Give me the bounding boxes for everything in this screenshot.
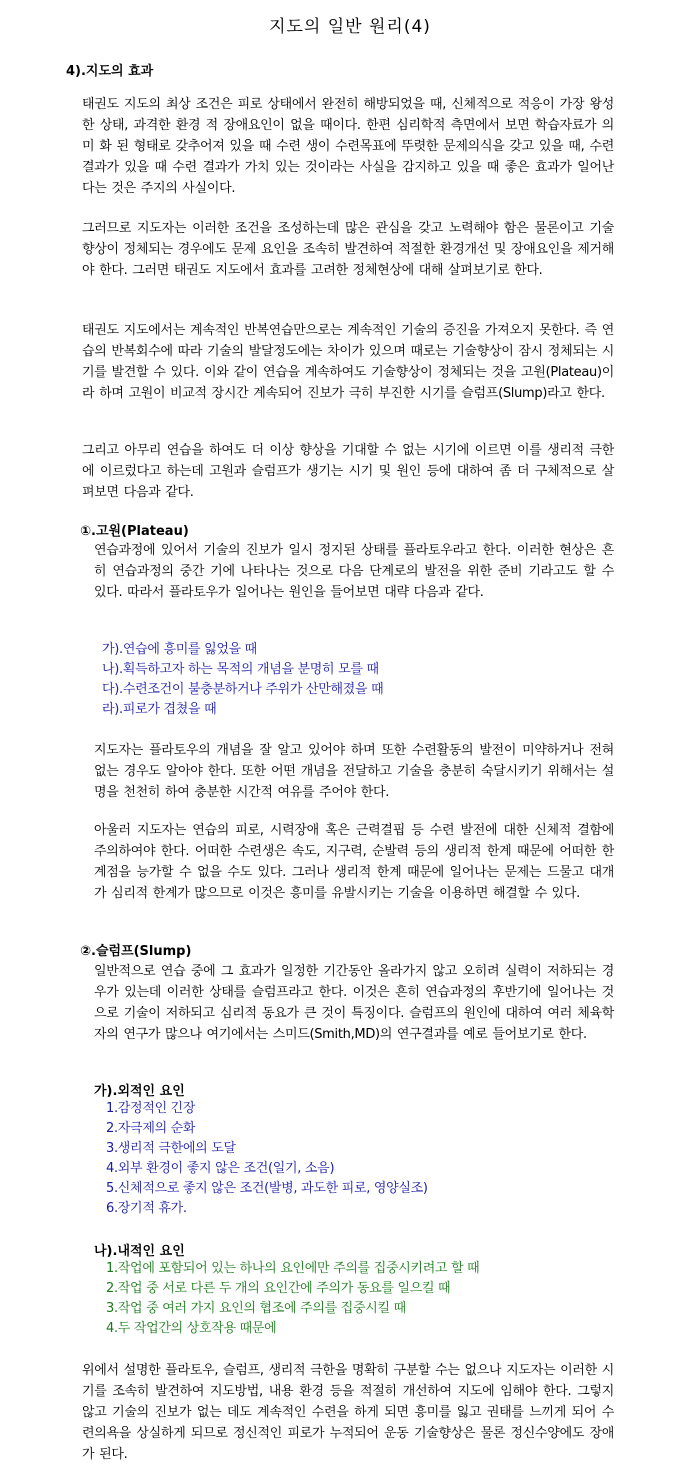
list-item: 6.장기적 휴가. <box>106 1201 187 1216</box>
list-item: 2.작업 중 서로 다른 두 개의 요인간에 주의가 동요를 일으킬 때 <box>106 1281 451 1296</box>
paragraph-optimal-conditions: 태권도 지도의 최상 조건은 피로 상태에서 완전히 해방되었을 때, 신체적으로 적응이 가장 왕성한 상태, 과격한 환경 적 장애요인이 없을 때이다. 한편 심리학적 측면에서 보면 학습자료가 의미 화 된 형태로 갖추어져 있을 때 수련 생이 수련목표에 뚜렷한 문제의식을 갖고 있을 때, 수련 결과가 있을 때 수련 결과가 가치 있는 것이라는 사실을 감지하고 있을 때 좋은 효과가 일어난다는 것은 주지의 사실이다. <box>82 97 614 196</box>
paragraph-plateau-awareness: 지도자는 플라토우의 개념을 잘 알고 있어야 하며 또한 수련활동의 발전이 미약하거나 전혀 없는 경우도 알아야 한다. 또한 어떤 개념을 전달하고 기술을 충분히 숙달시키기 위해서는 설명을 천천히 하여 충분한 시간적 여유를 주어야 한다. <box>94 743 614 800</box>
external-factors-list <box>106 1099 428 1219</box>
paragraph-plateau-physical-limits: 아울러 지도자는 연습의 피로, 시력장애 혹은 근력결핍 등 수련 발전에 대한 신체적 결함에 주의하여야 한다. 어떠한 수련생은 속도, 지구력, 순발력 등의 생리적 한계 때문에 어떠한 한계점을 능가할 수 없을 수도 있다. 그러나 생리적 한계 때문에 일어나는 문제는 드물고 대개가 심리적 한계가 많으므로 이것은 흥미를 유발시키는 기술을 이용하면 해결할 수 있다. <box>94 823 614 901</box>
list-item: 4.두 작업간의 상호작용 때문에 <box>106 1321 277 1336</box>
plateau-causes-list <box>102 640 383 720</box>
list-item: 다).수련조건이 불충분하거나 주위가 산만해졌을 때 <box>102 682 384 697</box>
list-item: 나).획득하고자 하는 목적의 개념을 분명히 모를 때 <box>102 662 379 677</box>
paragraph-plateau-intro: 연습과정에 있어서 기술의 진보가 일시 정지된 상태를 플라토우라고 한다. 이러한 현상은 흔히 연습과정의 중간 기에 나타나는 것으로 다음 단계로의 발전을 위한 준비 기라고도 할 수 있다. 따라서 플라토우가 일어나는 원인을 들어보면 대략 다음과 같다. <box>94 543 614 600</box>
list-item: 3.생리적 극한에의 도달 <box>106 1141 236 1156</box>
group-heading-external-factors: 가).외적인 요인 <box>94 1084 185 1099</box>
list-item: 3.작업 중 여러 가지 요인의 협조에 주의를 집중시킬 때 <box>106 1301 406 1316</box>
page-title: 지도의 일반 원리(4) <box>269 17 431 37</box>
list-item: 가).연습에 흥미를 잃었을 때 <box>102 642 257 657</box>
paragraph-slump-intro: 일반적으로 연습 중에 그 효과가 일정한 기간동안 올라가지 않고 오히려 실력이 저하되는 경우가 있는데 이러한 상태를 슬럼프라고 한다. 이것은 흔히 연습과정의 후반기에 일어나는 것으로 기술이 저하되고 심리적 동요가 큰 것이 특징이다. 슬럼프의 원인에 대하여 여러 체육학자의 연구가 많으나 여기에서는 스미드(Smith,MD)의 연구결과를 예로 들어보기로 한다. <box>94 964 614 1042</box>
subsection-heading-slump: ②.슬럼프(Slump) <box>80 944 192 959</box>
subsection-heading-plateau: ①.고원(Plateau) <box>80 524 189 539</box>
section-heading-effects: 4).지도의 효과 <box>66 64 154 79</box>
paragraph-physiological-limit: 그리고 아무리 연습을 하여도 더 이상 향상을 기대할 수 없는 시기에 이르면 이를 생리적 극한에 이르렀다고 하는데 고원과 슬럼프가 생기는 시기 및 원인 등에 대하여 좀 더 구체적으로 살펴보면 다음과 같다. <box>82 443 614 500</box>
paragraph-instructor-role: 그러므로 지도자는 이러한 조건을 조성하는데 많은 관심을 갖고 노력해야 함은 물론이고 기술 향상이 정체되는 경우에도 문제 요인을 조속히 발견하여 적절한 환경개선 및 장애요인을 제거해야 한다. 그러면 태권도 지도에서 효과를 고려한 정체현상에 대해 살펴보기로 한다. <box>82 221 614 278</box>
list-item: 1.감정적인 긴장 <box>106 1101 196 1116</box>
group-heading-internal-factors: 나).내적인 요인 <box>94 1244 185 1259</box>
paragraph-conclusion: 위에서 설명한 플라토우, 슬럼프, 생리적 극한을 명확히 구분할 수는 없으나 지도자는 이러한 시기를 조속히 발견하여 지도방법, 내용 환경 등을 적절히 개선하여 지도에 임해야 한다. 그렇지 않고 기술의 진보가 없는 데도 계속적인 수련을 하게 되면 흥미를 잃고 권태를 느끼게 되어 수련의욕을 상실하게 되므로 정신적인 피로가 누적되어 운동 기술향상은 물론 정신수양에도 장애가 된다. <box>82 1363 614 1462</box>
paragraph-plateau-slump-definition: 태권도 지도에서는 계속적인 반복연습만으로는 계속적인 기술의 증진을 가져오지 못한다. 즉 연습의 반복회수에 따라 기술의 발달정도에는 차이가 있으며 때로는 기술향상이 잠시 정체되는 시기를 발견할 수 있다. 이와 같이 연습을 계속하여도 기술향상이 정체되는 것을 고원(Plateau)이라 하며 고원이 비교적 장시간 계속되어 진보가 극히 부진한 시기를 슬럼프(Slump)라고 한다. <box>82 323 614 401</box>
list-item: 5.신체적으로 좋지 않은 조건(발병, 과도한 피로, 영양실조) <box>106 1181 428 1196</box>
internal-factors-list <box>106 1259 479 1339</box>
list-item: 라).피로가 겹쳤을 때 <box>102 702 217 717</box>
list-item: 2.자극제의 순화 <box>106 1121 196 1136</box>
list-item: 4.외부 환경이 좋지 않은 조건(일기, 소음) <box>106 1161 335 1176</box>
list-item: 1.작업에 포함되어 있는 하나의 요인에만 주의를 집중시키려고 할 때 <box>106 1261 480 1276</box>
